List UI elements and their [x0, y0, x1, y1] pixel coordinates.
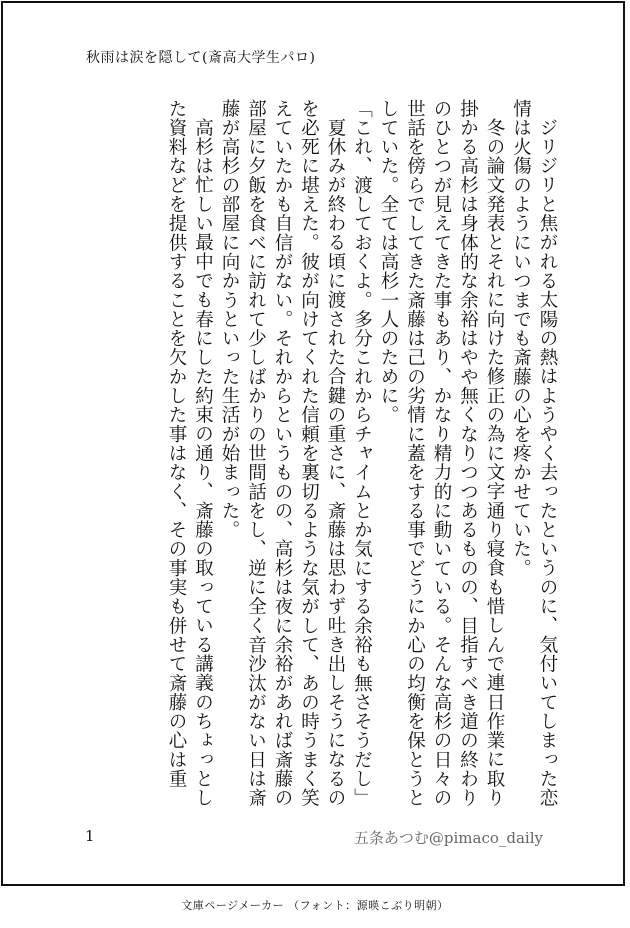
- paragraph: 冬の論文発表とそれに向けた修正の為に文字通り寝食も惜しんで連日作業に取り掛かる高杉は身体的な余裕はやや無くなりつつあるものの、目指すべき道の終わりのひとつが見えてきた事もあり、かなり精力的に動いている。そんな高杉の日々の世話を傍らでしてきた斎藤は己の劣情に蓋をする事でどうにか心の均衡を保とうとしていた。全ては高杉一人のために。: [378, 99, 505, 808]
- page-frame: [1, 1, 625, 886]
- paragraph: 高杉は忙しい最中でも春にした約束の通り、斎藤の取っている講義のちょっとした資料などを提供することを欠かした事はなく、その事実も併せて斎藤の心は重: [166, 99, 214, 807]
- body-text: [83, 99, 560, 813]
- running-header: 秋雨は涙を隠して(斎高大学生パロ): [86, 50, 316, 66]
- paragraph: ジリジリと焦がれる太陽の熱はようやく去ったというのに、気付いてしまった恋情は火傷のようにいつまでも斎藤の心を疼かせていた。: [510, 99, 558, 807]
- paragraph: 「これ、渡しておくよ。多分これからチャイムとか気にする余裕も無さそうだし」: [351, 99, 373, 808]
- page-number: 1: [85, 827, 95, 845]
- paragraph: 夏休みが終わる頃に渡された合鍵の重さに、斎藤は思わず吐き出しそうになるのを必死に堪えた。彼が向けてくれた信頼を裏切るような気がして、あの時うまく笑えていたかも自信がない。それからというものの、高杉は夜に余裕があれば斎藤の部屋に夕飯を食べに訪れて少しばかりの世間話をし、逆に全く音沙汰がない日は斎藤が高杉の部屋に向かうといった生活が始まった。: [219, 99, 346, 808]
- footer-caption: 文庫ページメーカー （フォント：源暎こぶり明朝）: [181, 899, 449, 912]
- author-credit: 五条あつむ@pimaco_daily: [353, 829, 543, 847]
